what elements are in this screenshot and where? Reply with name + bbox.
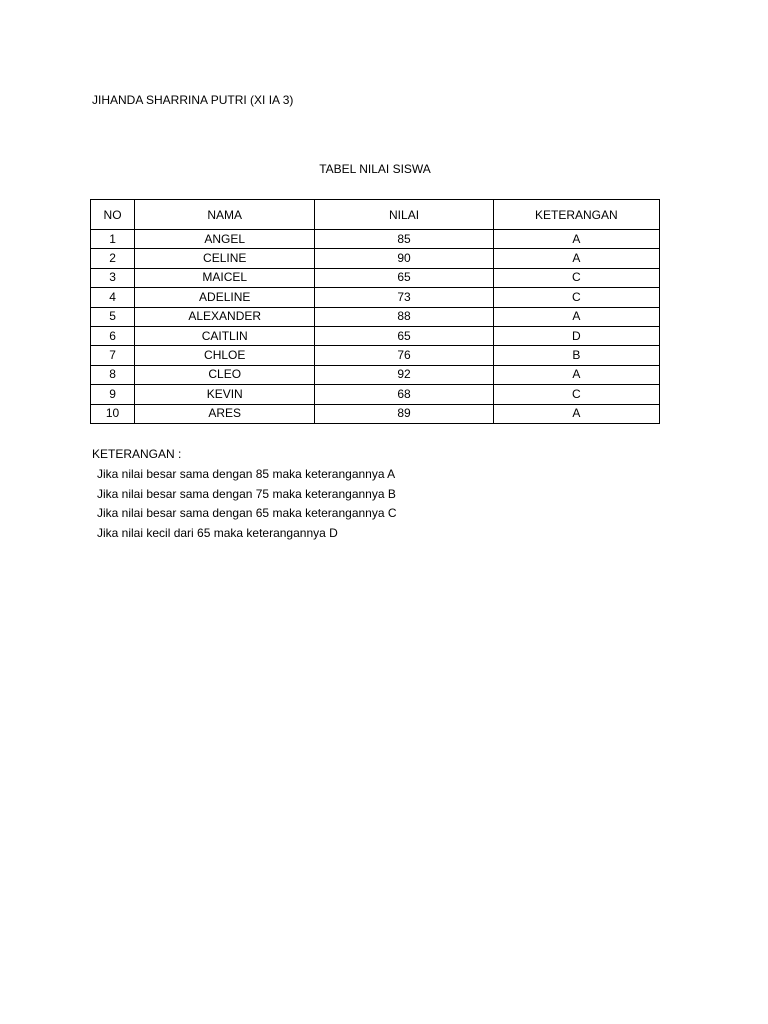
cell-no: 9 (91, 385, 135, 404)
table-row (91, 288, 660, 307)
cell-nama: ALEXANDER (135, 307, 315, 326)
notes-rule: Jika nilai besar sama dengan 65 maka keterangannya C (97, 506, 397, 520)
table-row (91, 249, 660, 268)
table-row (91, 230, 660, 249)
cell-nama: CHLOE (135, 346, 315, 365)
notes-rule: Jika nilai kecil dari 65 maka keterangannya D (97, 525, 338, 540)
table-row (91, 326, 660, 345)
cell-keterangan: D (493, 326, 659, 345)
cell-nama: CLEO (135, 365, 315, 384)
cell-no: 1 (91, 230, 135, 249)
notes-section (92, 446, 397, 544)
cell-no: 7 (91, 346, 135, 365)
cell-keterangan: A (493, 307, 659, 326)
notes-title: KETERANGAN : (92, 447, 182, 461)
cell-keterangan: C (493, 268, 659, 287)
cell-nilai: 65 (315, 326, 493, 345)
cell-nilai: 65 (315, 268, 493, 287)
cell-nama: ADELINE (135, 288, 315, 307)
cell-nama: ARES (135, 404, 315, 423)
author-line: JIHANDA SHARRINA PUTRI (XI IA 3) (92, 93, 294, 107)
table-header-row (91, 200, 660, 230)
cell-nama: KEVIN (135, 385, 315, 404)
cell-no: 3 (91, 268, 135, 287)
table-row (91, 307, 660, 326)
cell-nilai: 68 (315, 385, 493, 404)
table-row (91, 346, 660, 365)
cell-no: 8 (91, 365, 135, 384)
cell-no: 2 (91, 249, 135, 268)
notes-rule: Jika nilai besar sama dengan 75 maka keterangannya B (97, 486, 396, 501)
header-nama: NAMA (135, 200, 315, 230)
cell-nama: ANGEL (135, 230, 315, 249)
header-no: NO (91, 200, 135, 230)
cell-nilai: 88 (315, 307, 493, 326)
cell-keterangan: A (493, 365, 659, 384)
cell-no: 5 (91, 307, 135, 326)
cell-nilai: 73 (315, 288, 493, 307)
cell-nama: CAITLIN (135, 326, 315, 345)
table-row (91, 385, 660, 404)
table-row (91, 404, 660, 423)
cell-keterangan: B (493, 346, 659, 365)
table-row (91, 365, 660, 384)
cell-nilai: 76 (315, 346, 493, 365)
cell-nilai: 85 (315, 230, 493, 249)
cell-no: 6 (91, 326, 135, 345)
cell-nilai: 89 (315, 404, 493, 423)
cell-keterangan: C (493, 385, 659, 404)
cell-no: 4 (91, 288, 135, 307)
notes-rule: Jika nilai besar sama dengan 85 maka keterangannya A (97, 467, 396, 481)
cell-no: 10 (91, 404, 135, 423)
cell-nilai: 92 (315, 365, 493, 384)
cell-keterangan: A (493, 230, 659, 249)
cell-keterangan: C (493, 288, 659, 307)
cell-nama: MAICEL (135, 268, 315, 287)
header-nilai: NILAI (315, 200, 493, 230)
cell-nama: CELINE (135, 249, 315, 268)
cell-keterangan: A (493, 404, 659, 423)
table-row (91, 268, 660, 287)
header-keterangan: KETERANGAN (493, 200, 659, 230)
cell-keterangan: A (493, 249, 659, 268)
grades-table (90, 199, 660, 424)
cell-nilai: 90 (315, 249, 493, 268)
table-title: TABEL NILAI SISWA (319, 162, 431, 176)
